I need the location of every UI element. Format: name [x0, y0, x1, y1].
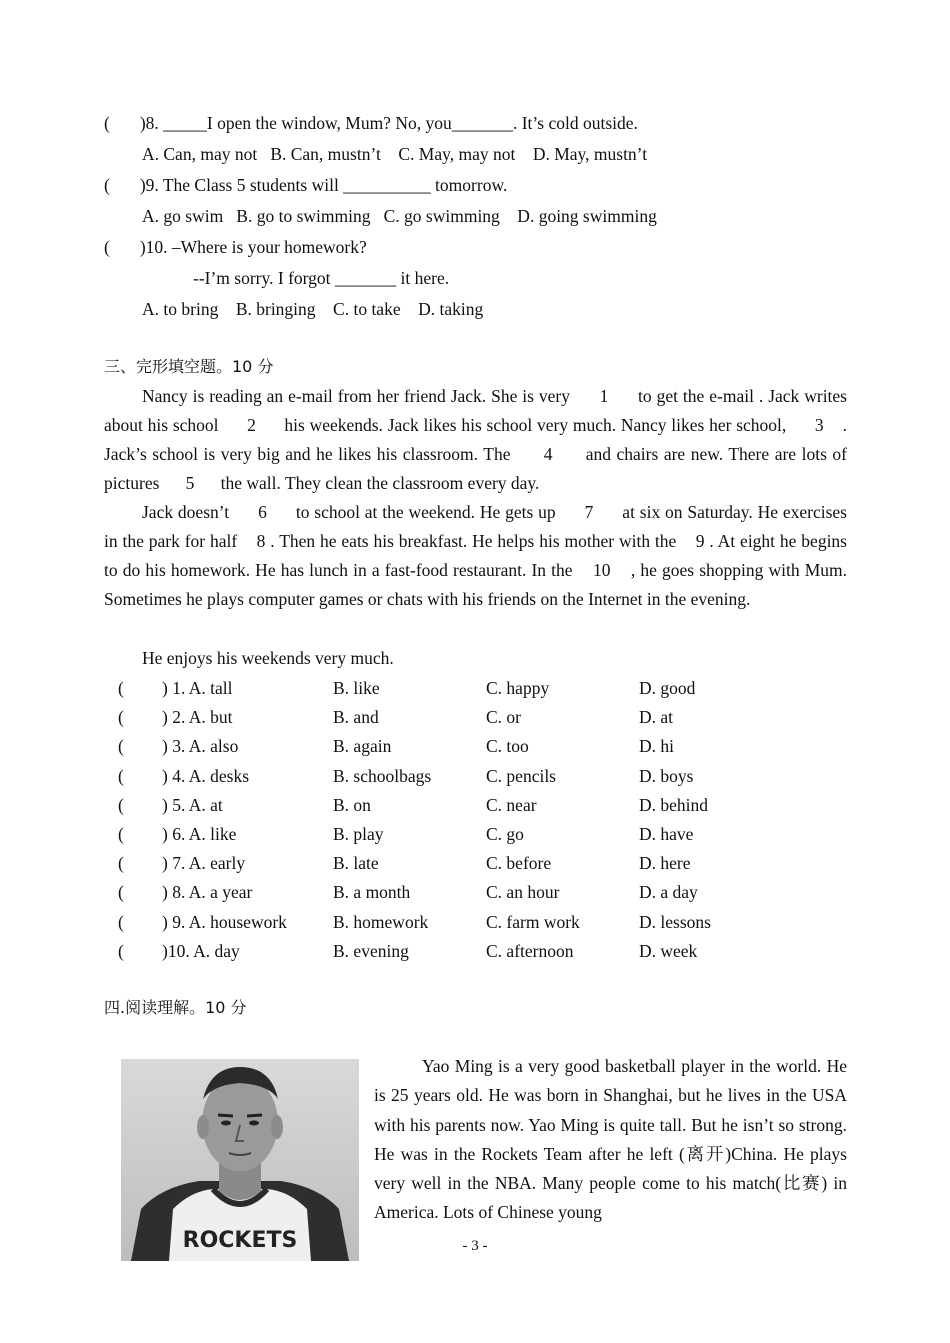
cloze-paragraph-2: Jack doesn’t 6 to school at the weekend. He gets up 7 at six on Saturday. He exercises in the park for half 8 . Then he eats his breakfast. He helps his mother with the 9 . At eight he begins to do his homework. He has lunch in a fast-food restaurant. In the 10 , he goes shopping with Mum. Sometimes he plays computer games or chats with his friends on the Internet in the evening. — [104, 502, 852, 609]
option-d: D. here — [639, 853, 691, 874]
option-b: B. again — [333, 736, 392, 757]
section-4-title: 四.阅读理解。10 分 — [104, 998, 247, 1017]
option-c: C. afternoon — [486, 940, 574, 961]
option-a: ) 6. A. like — [162, 824, 237, 844]
option-d: D. week — [639, 940, 698, 961]
option-d: D. boys — [639, 765, 694, 786]
option-a: ) 1. A. tall — [162, 678, 233, 698]
option-b: B. homework — [333, 911, 429, 932]
option-c: C. or — [486, 707, 521, 728]
answer-paren: ( — [118, 940, 124, 961]
option-c: C. happy — [486, 678, 550, 698]
page-number: - 3 - — [462, 1238, 488, 1254]
question-stem: The Class 5 students will __________ tomorrow. — [162, 175, 508, 195]
reading-passage: Yao Ming is a very good basketball player in the world. He is 25 years old. He was born in Shanghai, but he lives in the USA with his parents now. Yao Ming is quite tall. But he isn’t so strong. He was in the Rockets Team after he left (离开)China. He plays very well in the NBA. Many people come to his match(比赛) in America. Lots of Chinese young — [374, 1056, 847, 1223]
option-d: D. good — [639, 678, 696, 698]
question-10-options: A. to bring B. bringing C. to take D. taking — [142, 299, 484, 319]
question-number: )8. — [139, 113, 159, 133]
answer-paren: ( — [118, 678, 124, 698]
option-c: C. before — [486, 853, 552, 874]
option-a: ) 7. A. early — [162, 853, 246, 874]
answer-paren: ( — [118, 824, 124, 844]
question-9 — [104, 174, 507, 196]
option-c: C. farm work — [486, 911, 580, 932]
option-a: )10. A. day — [162, 940, 240, 961]
option-d: D. lessons — [639, 911, 711, 932]
option-d: D. a day — [639, 882, 698, 903]
option-c: C. an hour — [486, 882, 560, 903]
section-3-title: 三、完形填空题。10 分 — [104, 357, 274, 376]
answer-paren: ( — [118, 736, 124, 757]
question-10 — [104, 236, 367, 258]
question-number: )10. — [139, 237, 168, 257]
answer-paren: ( — [118, 707, 124, 728]
option-c: C. near — [486, 794, 537, 815]
option-a: ) 2. A. but — [162, 707, 233, 728]
option-c: C. too — [486, 736, 529, 757]
question-8-options: A. Can, may not B. Can, mustn’t C. May, may not D. May, mustn’t — [142, 144, 648, 164]
option-a: ) 5. A. at — [162, 794, 223, 815]
answer-paren: ( — [118, 765, 124, 786]
option-a: ) 9. A. housework — [162, 911, 287, 932]
cloze-paragraph-3: He enjoys his weekends very much. — [142, 648, 394, 668]
answer-paren: ( — [118, 794, 124, 815]
option-d: D. hi — [639, 736, 674, 757]
answer-paren: ( — [104, 113, 110, 133]
option-d: D. behind — [639, 794, 709, 815]
question-stem: –Where is your homework? — [171, 237, 367, 257]
option-c: C. pencils — [486, 765, 556, 786]
option-b: B. on — [333, 794, 371, 815]
option-d: D. at — [639, 707, 674, 728]
jersey-text: ROCKETS — [182, 1228, 298, 1253]
question-10-stem2: --I’m sorry. I forgot _______ it here. — [193, 268, 450, 288]
option-b: B. schoolbags — [333, 765, 432, 786]
answer-paren: ( — [118, 911, 124, 932]
question-9-options: A. go swim B. go to swimming C. go swimming D. going swimming — [142, 206, 657, 226]
cloze-paragraph-1: Nancy is reading an e-mail from her friend Jack. She is very 1 to get the e-mail . Jack writes about his school 2 his weekends. Jack likes his school very much. Nancy likes her school, 3 . Jack’s school is very big and he likes his classroom. The 4 and chairs are new. There are lots of pictures 5 the wall. They clean the classroom every day. — [104, 386, 852, 493]
option-c: C. go — [486, 824, 524, 844]
option-b: B. evening — [333, 940, 409, 961]
option-d: D. have — [639, 824, 694, 844]
option-a: ) 4. A. desks — [162, 765, 250, 786]
option-a: ) 3. A. also — [162, 736, 239, 757]
option-a: ) 8. A. a year — [162, 882, 253, 903]
question-8 — [104, 112, 638, 134]
answer-paren: ( — [118, 882, 124, 903]
answer-paren: ( — [104, 175, 110, 195]
option-b: B. a month — [333, 882, 411, 903]
question-stem: _____I open the window, Mum? No, you_______. It’s cold outside. — [163, 113, 638, 133]
option-b: B. like — [333, 678, 380, 698]
answer-paren: ( — [104, 237, 110, 257]
answer-paren: ( — [118, 853, 124, 874]
basketball-player-photo — [121, 1059, 359, 1261]
question-number: )9. — [139, 175, 159, 195]
option-b: B. and — [333, 707, 379, 728]
option-b: B. late — [333, 853, 379, 874]
option-b: B. play — [333, 824, 384, 844]
